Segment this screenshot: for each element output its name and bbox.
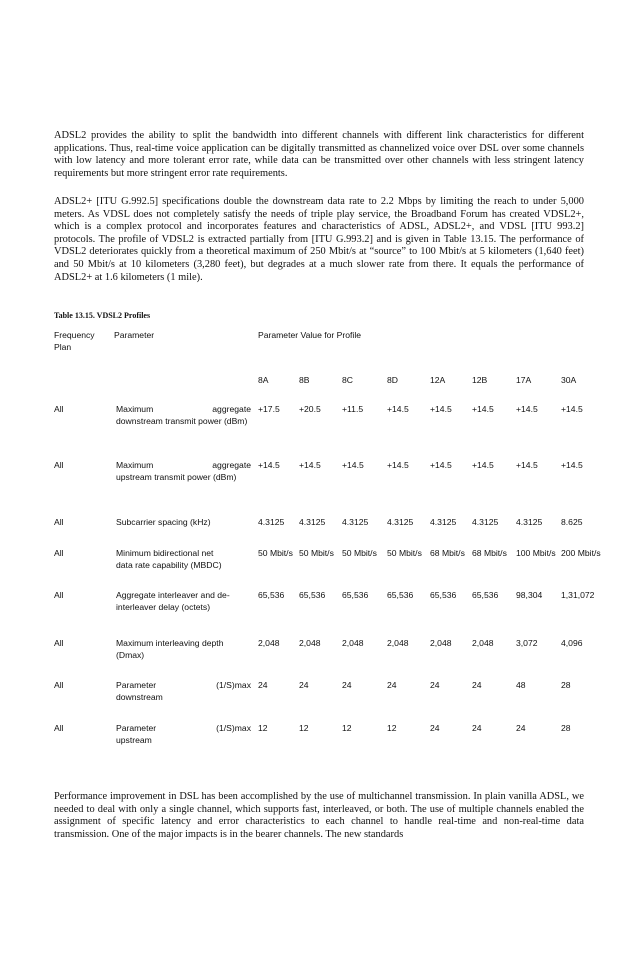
parameter-text: aggregate [212,404,251,414]
value-cell: +14.5 [561,404,583,414]
value-cell: +14.5 [472,460,494,470]
value-cell: 8.625 [561,517,583,527]
parameter-cell [116,517,251,529]
value-cell: 100 Mbit/s [516,548,556,558]
value-cell: 4,096 [561,638,583,648]
value-cell: +14.5 [516,460,538,470]
value-cell: 24 [342,680,352,690]
parameter-text: (1/S)max [216,723,251,733]
parameter-text: Parameter [116,723,157,733]
profile-header: 17A [516,375,532,385]
paragraph-adsl2plus: ADSL2+ [ITU G.992.5] specifications double the downstream data rate to 2.2 Mbps by limiting the reach to under 5,000 meters. As VDSL does not completely satisfy the needs of triple play service, the Broadband Forum has created VDSL2+, which is a complex protocol and incorporates features and characteristics of ADSL, ADSL2+, and VDSL [ITU 993.2] protocols. The profile of VDSL2 is extracted partially from [ITU G.993.2] and is given in Table 13.15. The performance of VDSL2 deteriorates quickly from a theoretical maximum of 250 Mbit/s at “source” to 100 Mbit/s at 5 kilometers (1,640 feet) and 50 Mbit/s at 10 kilometers (3,280 feet), but degrades at a much slower rate from there. It equals the performance of ADSL2+ at 1.6 kilometers (1 mile). [54,196,584,283]
value-cell: 50 Mbit/s [299,548,334,558]
parameter-text: upstream [116,734,152,745]
parameter-cell [116,460,251,483]
frequency-plan-cell: All [54,517,64,527]
parameter-text: Aggregate interleaver and de- [116,590,230,600]
value-cell: 50 Mbit/s [342,548,377,558]
parameter-text: Maximum [116,404,154,414]
value-cell: 50 Mbit/s [258,548,293,558]
parameter-text: Minimum bidirectional net [116,548,214,558]
value-cell: 24 [258,680,268,690]
value-cell: 24 [472,723,482,733]
parameter-text: interleaver delay (octets) [116,601,211,612]
value-cell: 2,048 [342,638,364,648]
paragraph-multichannel: Performance improvement in DSL has been accomplished by the use of multichannel transmission. In plain vanilla ADSL, we needed to deal with only a single channel, which supports fast, interleaved, or both. The use of multiple channels enabled the assignment of specific latency and error characteristics to each channel to handle real-time and non-real-time data transmission. One of the major impacts is in the bearer channels. The new standards [54,791,584,840]
value-cell: 65,536 [258,590,285,600]
value-cell: 65,536 [299,590,326,600]
parameter-text: data rate capability (MBDC) [116,559,222,570]
value-cell: 68 Mbit/s [430,548,465,558]
value-cell: +14.5 [299,460,321,470]
value-cell: 4.3125 [430,517,457,527]
value-cell: 200 Mbit/s [561,548,601,558]
value-cell: +14.5 [342,460,364,470]
value-cell: 4.3125 [387,517,414,527]
value-cell: 24 [430,680,440,690]
profile-header: 8D [387,375,398,385]
parameter-line [116,680,251,692]
parameter-text: downstream transmit power (dBm) [116,415,248,426]
value-cell: 4.3125 [472,517,499,527]
profile-header: 8A [258,375,269,385]
frequency-plan-cell: All [54,590,64,600]
value-cell: 98,304 [516,590,543,600]
frequency-plan-cell: All [54,723,64,733]
value-cell: 65,536 [342,590,369,600]
value-cell: 24 [516,723,526,733]
value-cell: 28 [561,723,571,733]
value-cell: 68 Mbit/s [472,548,507,558]
parameter-line [116,590,251,602]
parameter-text: upstream transmit power (dBm) [116,471,237,482]
value-cell: +14.5 [472,404,494,414]
profile-header: 8B [299,375,310,385]
profile-header: 12B [472,375,488,385]
value-cell: +14.5 [258,460,280,470]
value-cell: 24 [299,680,309,690]
value-cell: 2,048 [387,638,409,648]
header-parameter: Parameter [114,330,155,340]
profile-header: 30A [561,375,577,385]
parameter-text: downstream [116,691,163,702]
parameter-cell [116,680,251,703]
parameter-cell [116,590,251,613]
value-cell: 65,536 [387,590,414,600]
parameter-line [116,548,251,560]
frequency-plan-cell: All [54,548,64,558]
value-cell: +14.5 [430,460,452,470]
parameter-text: Parameter [116,680,157,690]
value-cell: 65,536 [430,590,457,600]
value-cell: +14.5 [561,460,583,470]
value-cell: 4.3125 [258,517,285,527]
parameter-line [116,460,251,472]
parameter-line [116,404,251,416]
value-cell: 1,31,072 [561,590,595,600]
value-cell: +11.5 [342,404,364,414]
parameter-text: aggregate [212,460,251,470]
value-cell: 65,536 [472,590,499,600]
table-caption: Table 13.15. VDSL2 Profiles [54,311,151,320]
parameter-line [116,517,251,529]
profile-header: 12A [430,375,446,385]
value-cell: 4.3125 [299,517,326,527]
value-cell: +17.5 [258,404,280,414]
value-cell: +14.5 [387,404,409,414]
value-cell: 28 [561,680,571,690]
value-cell: 2,048 [430,638,452,648]
value-cell: 12 [342,723,352,733]
parameter-text: Maximum [116,460,154,470]
parameter-cell [116,723,251,746]
parameter-line [116,723,251,735]
parameter-text: Maximum interleaving depth [116,638,224,648]
value-cell: +14.5 [516,404,538,414]
parameter-cell [116,548,251,571]
value-cell: 24 [472,680,482,690]
value-cell: 3,072 [516,638,538,648]
parameter-text: (1/S)max [216,680,251,690]
value-cell: 4.3125 [342,517,369,527]
frequency-plan-cell: All [54,680,64,690]
value-cell: 2,048 [472,638,494,648]
value-cell: +14.5 [430,404,452,414]
parameter-text: Subcarrier spacing (kHz) [116,517,211,527]
value-cell: 24 [387,680,397,690]
frequency-plan-cell: All [54,638,64,648]
value-cell: 4.3125 [516,517,543,527]
header-frequency-plan: Frequency Plan [54,330,95,352]
value-cell: 50 Mbit/s [387,548,422,558]
value-cell: 24 [430,723,440,733]
value-cell: 12 [299,723,309,733]
value-cell: 12 [387,723,397,733]
paragraph-adsl2: ADSL2 provides the ability to split the bandwidth into different channels with different link characteristics for different applications. Thus, real-time voice application can be digitally transmitted as channelized voice over DSL over some channels with low latency and more tolerant error rate, while data can be transmitted over other channels with less stringent latency requirements but more stringent error rate requirements. [54,130,584,179]
value-cell: +14.5 [387,460,409,470]
value-cell: 2,048 [299,638,321,648]
parameter-line [116,638,251,650]
parameter-cell [116,638,251,661]
parameter-cell [116,404,251,427]
header-parameter-value: Parameter Value for Profile [258,330,362,340]
value-cell: 12 [258,723,268,733]
parameter-text: (Dmax) [116,649,145,660]
frequency-plan-cell: All [54,460,64,470]
frequency-plan-cell: All [54,404,64,414]
value-cell: 48 [516,680,526,690]
value-cell: 2,048 [258,638,280,648]
profile-header: 8C [342,375,353,385]
value-cell: +20.5 [299,404,321,414]
